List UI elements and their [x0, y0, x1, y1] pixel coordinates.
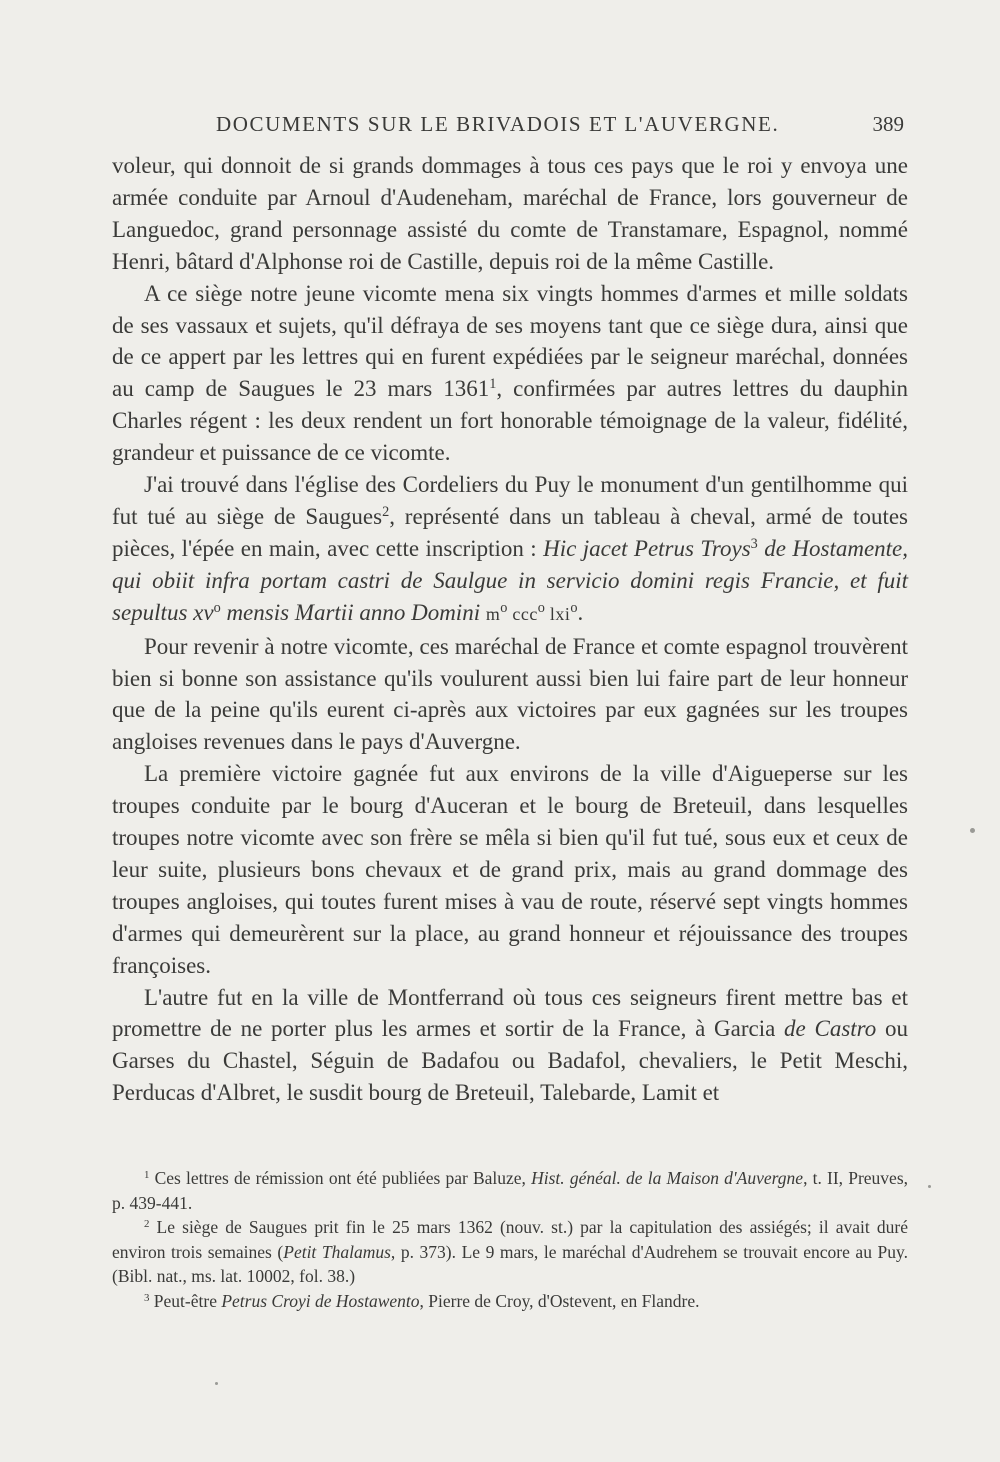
scan-speck: [928, 1185, 931, 1188]
paragraph-5: La première victoire gagnée fut aux environs de la ville d'Aigueperse sur les troupes conduite par le bourg d'Auceran et le bourg de Breteuil, dans lesquelles troupes notre vicomte avec son frère se mêla si bien qu'il fut tué, sous eux et ceux de leur suite, plusieurs bons chevaux et de grand prix, mais au grand dommage des troupes angloises, qui toutes furent mises à vau de route, réservé sept vingts hommes d'armes qui demeurèrent sur la place, au grand honneur et réjouissance des troupes françoises.: [112, 761, 908, 978]
paragraph-1: voleur, qui donnoit de si grands dommages à tous ces pays que le roi y envoya une armée conduite par Arnoul d'Audeneham, maréchal de France, lors gouverneur de Languedoc, grand personnage assisté du comte de Transtamare, Espagnol, nommé Henri, bâtard d'Alphonse roi de Castille, depuis roi de la même Castille.: [112, 153, 908, 274]
paragraph-6-italic: de Castro: [784, 1016, 877, 1042]
paragraph-2-text-b: , confirmées par autres lettres du dauphin Charles régent : les deux rendent un fort honorable témoignage de la valeur, fidélité, grandeur et puissance de ce vicomte.: [112, 376, 908, 466]
footnote-ref-1: 1: [489, 376, 497, 393]
footnote-3-text-a: Peut-être: [149, 1290, 222, 1311]
scan-speck: [970, 828, 975, 833]
paragraph-3-text-b: , représenté dans un tableau à cheval, armé de toutes pièces, l'épée en main, avec cette inscription :: [112, 503, 908, 561]
footnote-2-italic: Petit Thalamus: [283, 1241, 391, 1262]
inscription-sup-3: o: [537, 599, 545, 616]
footnote-1-text-a: Ces lettres de rémission ont été publiées par Baluze,: [149, 1168, 532, 1188]
main-text: [112, 150, 908, 1109]
footnote-ref-2: 2: [382, 504, 390, 521]
running-head: DOCUMENTS SUR LE BRIVADOIS ET L'AUVERGNE.: [216, 112, 780, 136]
inscription-date-lxi: lxi: [544, 603, 571, 624]
page-number: 389: [872, 112, 904, 136]
footnotes: [112, 1166, 908, 1314]
paragraph-6-text-a: L'autre fut en la ville de Montferrand où tous ces seigneurs firent mettre bas et promettre de ne porter plus les armes et sortir de la France, à Garcia: [112, 984, 908, 1042]
footnote-3-number: 3: [144, 1292, 150, 1305]
paragraph-3: [112, 469, 908, 631]
inscription-part-3: mensis Martii anno Domini: [220, 599, 486, 625]
footnote-2-text-b: , p. 373). Le 9 mars, le maréchal d'Audrehem se trouvait encore au Puy. (Bibl. nat., ms. lat. 10002, fol. 38.): [112, 1241, 908, 1287]
paragraph-4: Pour revenir à notre vicomte, ces maréchal de France et comte espagnol trouvèrent bien si bonne son assistance qu'ils voulurent aussi bien lui faire part de leur honneur que de la peine qu'ils eurent ci-après aux victoires par eux gagnées sur les troupes angloises revenues dans le pays d'Auvergne.: [112, 633, 908, 755]
inscription-part-1: Hic jacet Petrus Troys: [543, 535, 751, 561]
paragraph-2: [112, 278, 908, 469]
footnote-2-text-a: Le siège de Saugues prit fin le 25 mars 1362 (nouv. st.) par la capitulation des assiégés; il avait duré environ trois semaines (: [112, 1217, 908, 1262]
footnote-1-italic: Hist. généal. de la Maison d'Auvergne: [531, 1168, 804, 1188]
paragraph-3-text-a: J'ai trouvé dans l'église des Cordeliers du Puy le monument d'un gentilhomme qui fut tué au siège de Saugues: [112, 472, 908, 529]
footnote-3-italic: Petrus Croyi de Hostawento: [221, 1290, 420, 1311]
footnote-2-number: 2: [144, 1218, 150, 1231]
footnote-1: [112, 1166, 908, 1215]
footnote-ref-3: 3: [750, 536, 758, 553]
scan-speck: [215, 1382, 218, 1385]
paragraph-6: [112, 982, 908, 1110]
footnote-3: [112, 1289, 908, 1314]
paragraph-2-text-a: A ce siège notre jeune vicomte mena six vingts hommes d'armes et mille soldats de ses vassaux et sujets, qu'il défraya de ses moyens tant que ce siège dura, ainsi que de ce appert par les lettres qui en furent expédiées par le seigneur maréchal, données au camp de Saugues le 23 mars 1361: [112, 280, 908, 402]
inscription-part-2: de Hostamente, qui obiit infra portam castri de Saulgue in servicio domini regis Francie, et fuit sepultus xv: [112, 535, 908, 625]
footnote-1-number: 1: [144, 1169, 150, 1182]
inscription-sup-2: o: [500, 599, 508, 616]
paragraph-6-text-b: ou Garses du Chastel, Séguin de Badafou ou Badafol, chevaliers, le Petit Meschi, Perducas d'Albret, le susdit bourg de Breteuil, Talebarde, Lamit et: [112, 1016, 908, 1106]
inscription-sup-1: o: [213, 599, 221, 616]
footnote-2: [112, 1215, 908, 1289]
inscription-date-ccc: ccc: [507, 603, 538, 624]
footnote-3-text-b: , Pierre de Croy, d'Ostevent, en Flandre.: [419, 1290, 700, 1311]
inscription-date-m: m: [485, 603, 501, 624]
inscription-sup-4: o: [570, 599, 578, 616]
footnote-1-text-b: , t. II, Preuves, p. 439-441.: [112, 1168, 908, 1213]
paragraph-3-end: .: [577, 599, 584, 625]
page-header: [112, 112, 908, 142]
